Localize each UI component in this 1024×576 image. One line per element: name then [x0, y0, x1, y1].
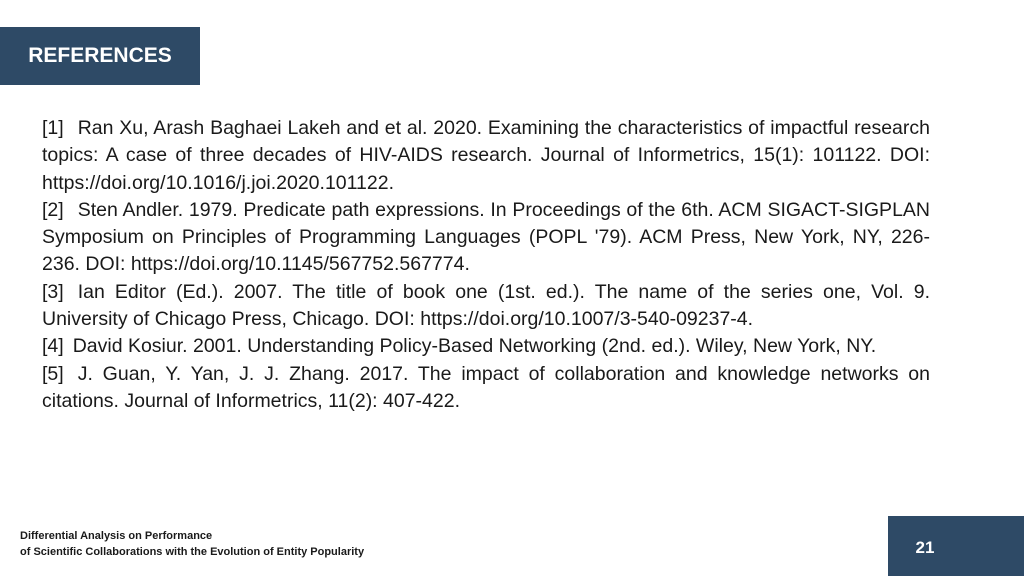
footer-line-2: of Scientific Collaborations with the Evolution of Entity Popularity — [20, 546, 365, 558]
footer-caption — [20, 528, 364, 560]
section-title: REFERENCES — [28, 44, 172, 67]
reference-list — [42, 115, 930, 415]
page-number: 21 — [915, 538, 935, 557]
reference-item — [42, 197, 930, 279]
reference-number: [5] — [42, 362, 64, 385]
reference-item — [42, 333, 930, 360]
reference-number: [2] — [42, 198, 64, 221]
reference-text: J. Guan, Y. Yan, J. J. Zhang. 2017. The impact of collaboration and knowledge networks on citations. Journal of Informetrics, 11(2): 407-422. — [42, 362, 930, 412]
reference-number: [1] — [42, 117, 64, 139]
footer-line-1: Differential Analysis on Performance — [20, 530, 213, 542]
reference-item — [42, 115, 930, 197]
reference-text: David Kosiur. 2001. Understanding Policy-Based Networking (2nd. ed.). Wiley, New York, NY. — [72, 335, 877, 358]
reference-text: Ian Editor (Ed.). 2007. The title of book one (1st. ed.). The name of the series one, Vol. 9. University of Chicago Press, Chicago. DOI: https://doi.org/10.1007/3-540-09237-4. — [42, 280, 930, 331]
reference-number: [3] — [42, 280, 64, 303]
reference-item — [42, 279, 930, 334]
section-header — [0, 27, 200, 85]
reference-text: Sten Andler. 1979. Predicate path expressions. In Proceedings of the 6th. ACM SIGACT-SIGPLAN Symposium on Principles of Programming Languages (POPL '79). ACM Press, New York, NY, 226-236. DOI: https://doi.org/10.1145/567752.567774. — [42, 198, 930, 276]
reference-text: Ran Xu, Arash Baghaei Lakeh and et al. 2020. Examining the characteristics of impactful research topics: A case of three decades of HIV-AIDS research. Journal of Informetrics, 15(1): 101122. DOI: https://doi.org/10.1016/j.joi.2020.101122. — [42, 117, 930, 194]
page-number-box — [888, 516, 1024, 576]
reference-item — [42, 361, 930, 416]
reference-number: [4] — [42, 335, 64, 358]
